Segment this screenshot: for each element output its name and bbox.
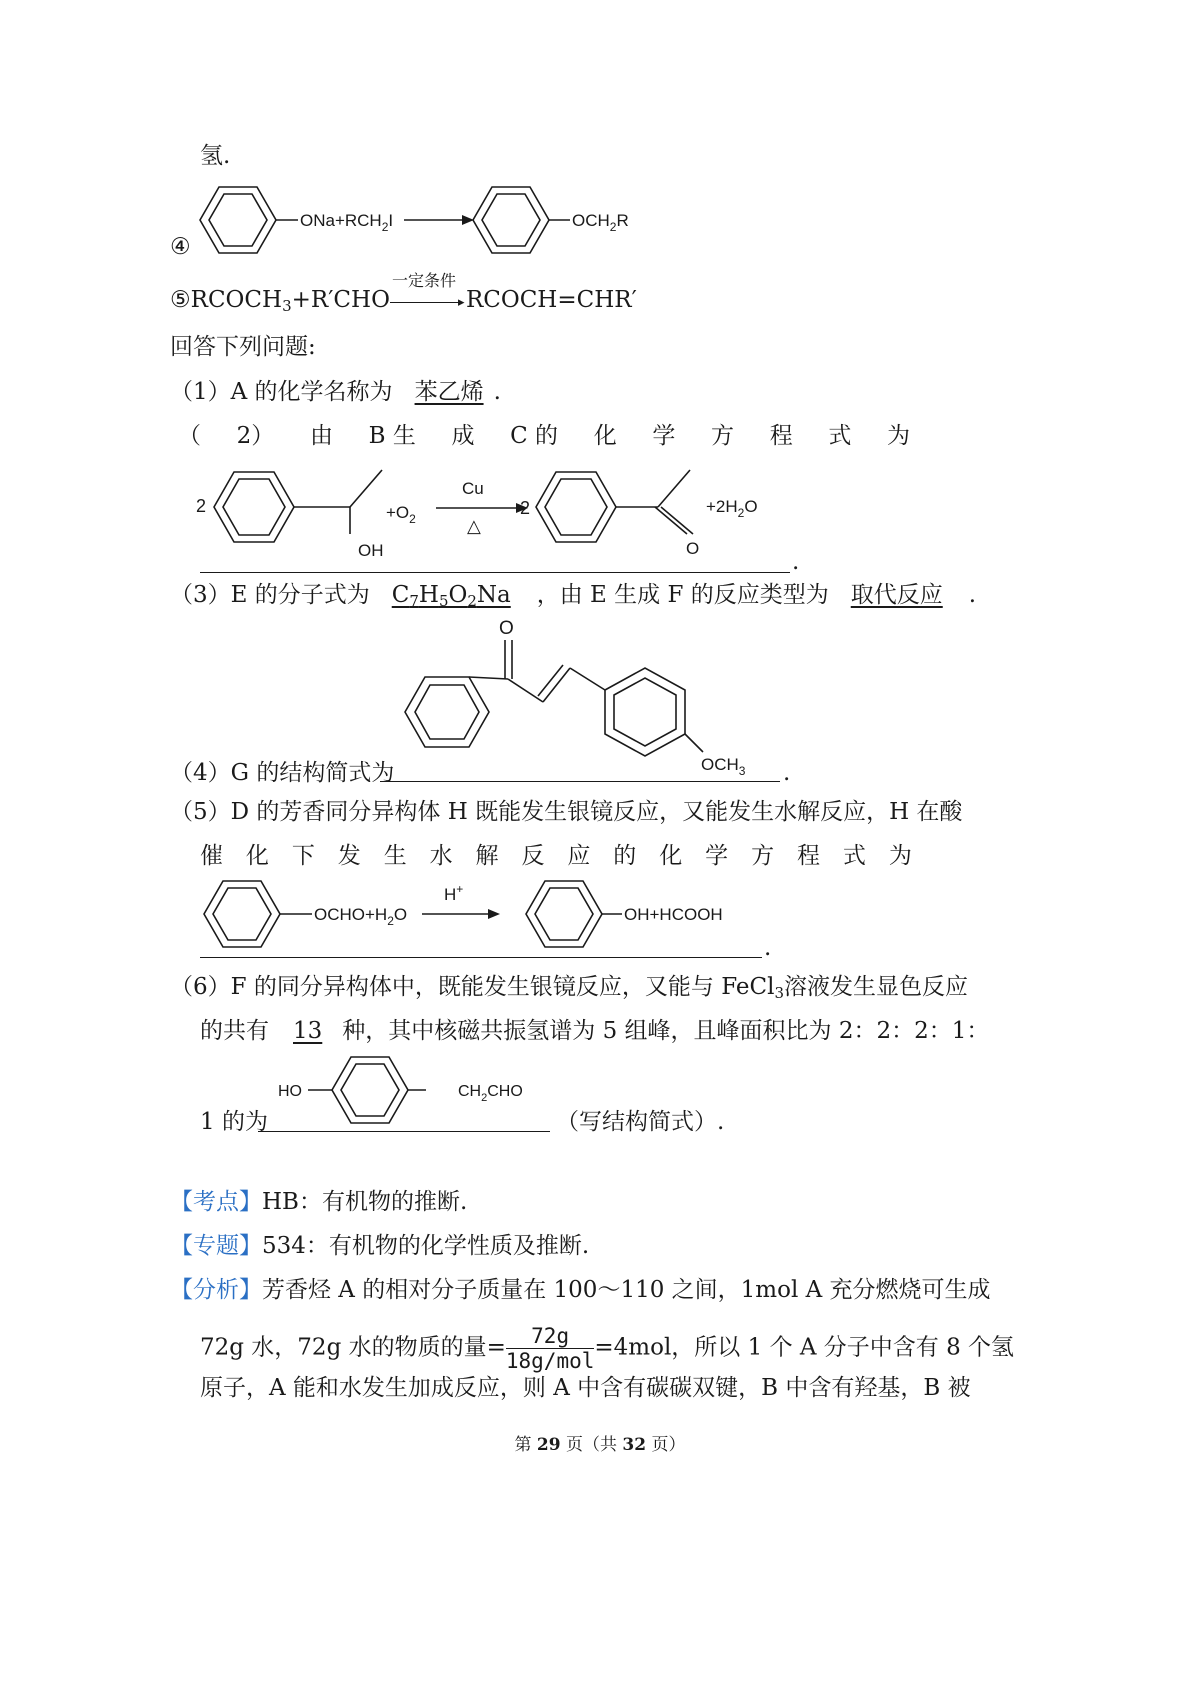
zhuanti: 【专题】534：有机物的化学性质及推断. — [170, 1233, 590, 1259]
arrow-icon — [404, 215, 474, 225]
benzene-ring-icon — [605, 668, 685, 756]
svg-text:2: 2 — [520, 498, 531, 518]
answer-5-end: . — [764, 935, 772, 961]
question-4: （4）G 的结构简式为 — [170, 760, 395, 786]
kaodian: 【考点】HB：有机物的推断. — [170, 1189, 468, 1215]
arrow-icon — [436, 503, 528, 513]
question-5-line-2: 催 化 下 发 生 水 解 反 应 的 化 学 方 程 式 为 — [200, 843, 912, 869]
heat-icon: △ — [467, 516, 481, 536]
svg-text:O: O — [686, 539, 700, 558]
answer-4-end: . — [783, 760, 791, 786]
svg-text:2: 2 — [196, 496, 207, 516]
svg-text:OCHO+H2O: $OCHO+H_2O$ — [314, 905, 408, 928]
reaction-5: $⑤RCOCH_3+R'CHO$ 一定条件 ▸ RCOCH=CHR′ — [170, 271, 637, 315]
svg-text:H+: H+ — [444, 882, 464, 904]
answer-4-underline — [380, 781, 780, 782]
benzene-ring-icon — [536, 472, 616, 542]
answer-4-structure — [395, 612, 795, 782]
benzene-ring-icon — [332, 1057, 408, 1123]
answer-5-underline — [200, 957, 762, 958]
answer-1: 苯乙烯 — [414, 379, 484, 405]
svg-text:OCH2R: $OCH_2R$ — [572, 211, 629, 234]
question-1: （1）A 的化学名称为 苯乙烯 . — [170, 379, 501, 405]
kaodian-label: 【考点】 — [170, 1189, 262, 1215]
continued-text: 氢. — [200, 143, 231, 169]
svg-text:O: O — [499, 618, 514, 639]
page-footer: 第 29 页（共 32 页） — [514, 1435, 686, 1455]
fenxi-line-1: 【分析】芳香烃 A 的相对分子质量在 100～110 之间，1mol A 充分燃烧可生成 — [170, 1277, 991, 1303]
reaction-4-number: ④ — [170, 234, 191, 260]
answer-6-underline — [258, 1131, 550, 1132]
question-2: （ 2） 由 B 生 成 C 的 化 学 方 程 式 为 — [178, 423, 910, 449]
answer-3-formula: $C_7H_5O_2Na$ — [391, 582, 511, 610]
question-6-line-2: 的共有 13 种，其中核磁共振氢谱为 5 组峰，且峰面积比为 2：2：2：1： — [200, 1018, 990, 1044]
question-3: （3）E 的分子式为 $C_7H_5O_2Na$ ，由 E 生成 F 的反应类型为 取代反应 . — [170, 582, 977, 610]
answer-2-underline — [200, 572, 790, 573]
condition-arrow-icon: 一定条件 ▸ — [391, 271, 465, 310]
question-5-line-1: （5）D 的芳香同分异构体 H 既能发生银镜反应，又能发生水解反应，H 在酸 — [170, 799, 963, 825]
svg-text:CH2CHO: $CH_2CHO$ — [458, 1083, 523, 1104]
svg-text:ONa+RCH2I: $ONa+RCH_2I$ — [300, 211, 394, 234]
svg-text:OH+HCOOH: OH+HCOOH — [624, 905, 723, 924]
fenxi-line-2: 72g 水，72g 水的物质的量= $\frac{72g}{\text{18g/mol}}$ =4mol，所以 1 个 A 分子中含有 8 个氢 — [200, 1324, 1015, 1373]
answer-2-end: . — [792, 549, 800, 575]
fenxi-label: 【分析】 — [170, 1277, 262, 1303]
benzene-ring-icon — [473, 187, 549, 253]
svg-text:Cu: Cu — [462, 479, 484, 498]
svg-text:OH: OH — [358, 541, 384, 560]
answer-6-structure — [278, 1052, 558, 1132]
svg-text:+O2: $+O_2$ — [386, 503, 416, 526]
benzene-ring-icon — [405, 677, 489, 747]
svg-text:OCH3: $OCH_3$ — [701, 755, 746, 778]
benzene-ring-icon — [200, 187, 276, 253]
answer-6-count: 13 — [293, 1018, 323, 1044]
benzene-ring-icon — [214, 472, 294, 542]
question-6-line-1: （6）F 的同分异构体中，既能发生银镜反应，又能与 FeCl$_3$溶液发生显色反应 — [170, 974, 969, 1002]
zhuanti-label: 【专题】 — [170, 1233, 262, 1259]
svg-text:HO: HO — [278, 1083, 302, 1100]
svg-text:+2H2O: $+2H_2O$ — [706, 497, 758, 520]
questions-prompt: 回答下列问题: — [170, 334, 316, 360]
arrow-icon — [422, 909, 500, 919]
answer-5-equation — [198, 876, 758, 956]
answer-2-equation — [190, 462, 810, 572]
benzene-ring-icon — [526, 881, 602, 947]
reaction-4-scheme — [190, 182, 670, 262]
fenxi-line-3: 原子，A 能和水发生加成反应，则 A 中含有碳碳双键，B 中含有羟基，B 被 — [200, 1375, 971, 1401]
benzene-ring-icon — [204, 881, 280, 947]
answer-3-reaction-type: 取代反应 — [850, 582, 943, 608]
question-6-line-3-start: 1 的为 — [200, 1109, 268, 1135]
question-6-line-3-end: （写结构简式）. — [556, 1109, 725, 1135]
molar-fraction: $\frac{72g}{\text{18g/mol}}$ — [505, 1324, 595, 1373]
